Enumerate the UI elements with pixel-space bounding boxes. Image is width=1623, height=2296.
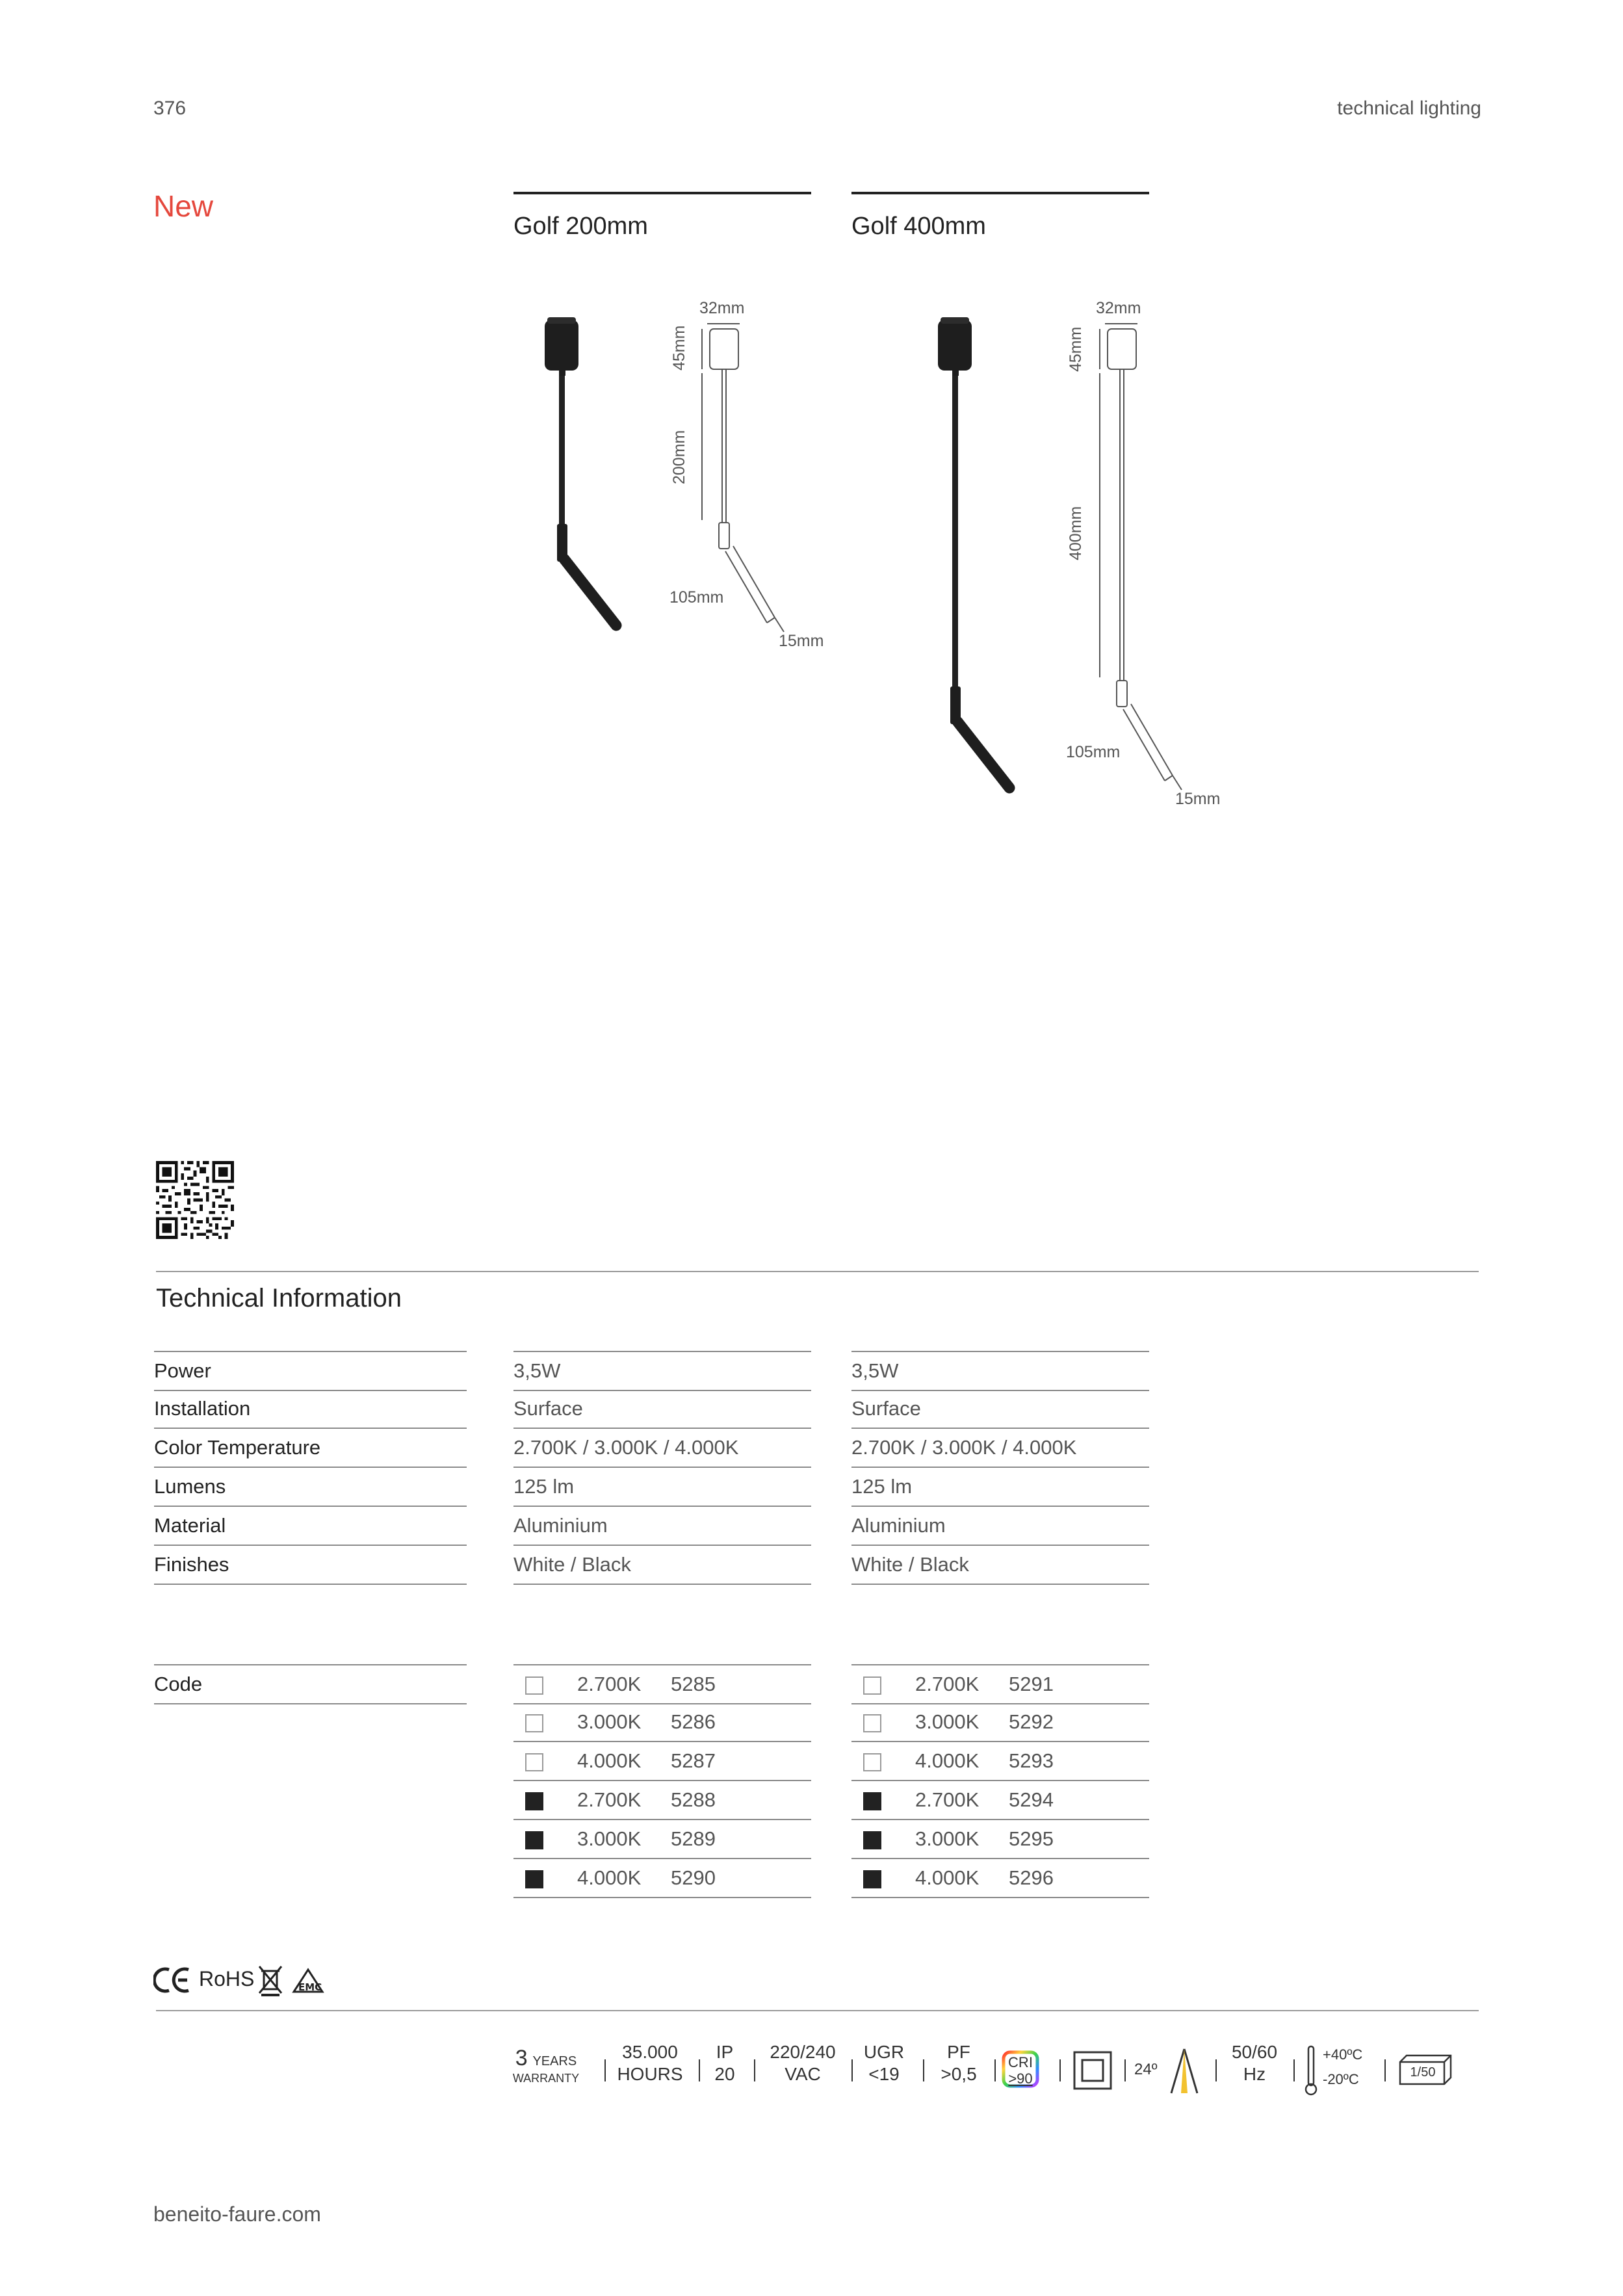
spec-value: 125 lm — [851, 1468, 1149, 1507]
dim-head-height: 45mm — [1067, 326, 1085, 372]
technical-drawing-golf-400 — [1066, 306, 1228, 813]
beam-angle-icon — [1168, 2046, 1201, 2096]
hours-label: HOURS — [617, 2063, 683, 2084]
product-heading-200 — [513, 192, 811, 241]
product-code: 5285 — [671, 1673, 716, 1695]
features-bar — [507, 2041, 1482, 2100]
separator — [699, 2059, 700, 2081]
white-finish-swatch — [525, 1753, 543, 1771]
product-code: 5293 — [1009, 1749, 1054, 1772]
spec-value: Surface — [513, 1390, 811, 1429]
dim-tip: 15mm — [1175, 790, 1221, 808]
dim-head-height: 45mm — [670, 325, 688, 371]
white-finish-swatch — [863, 1714, 881, 1732]
warranty-years-number: 3 — [515, 2046, 528, 2070]
pf-value: >0,5 — [941, 2063, 977, 2084]
code-label: Code — [154, 1664, 467, 1704]
dim-stem-length: 400mm — [1067, 506, 1085, 560]
rohs-mark: RoHS — [199, 1967, 255, 1990]
black-finish-swatch — [863, 1792, 881, 1810]
black-finish-swatch — [525, 1870, 543, 1888]
product-code: 5289 — [671, 1827, 716, 1850]
product-code: 5294 — [1009, 1788, 1054, 1811]
product-code: 5295 — [1009, 1827, 1054, 1850]
color-temperature: 3.000K — [577, 1827, 642, 1850]
color-temperature: 2.700K — [577, 1788, 642, 1811]
code-row — [513, 1664, 811, 1704]
separator — [923, 2059, 924, 2081]
black-finish-swatch — [525, 1792, 543, 1810]
dim-width: 32mm — [1096, 299, 1141, 317]
color-temperature: 3.000K — [915, 1827, 980, 1850]
spec-value: White / Black — [851, 1546, 1149, 1585]
frequency — [1225, 2041, 1284, 2100]
separator — [1293, 2059, 1295, 2081]
pack-quantity: 1/50 — [1410, 2065, 1436, 2080]
white-finish-swatch — [525, 1676, 543, 1695]
separator — [604, 2059, 606, 2081]
spec-label: Power — [154, 1351, 467, 1391]
color-temperature: 3.000K — [577, 1710, 642, 1733]
color-temperature: 2.700K — [915, 1673, 980, 1695]
color-temperature: 3.000K — [915, 1710, 980, 1733]
spec-value: White / Black — [513, 1546, 811, 1585]
color-temperature: 4.000K — [915, 1749, 980, 1772]
code-row — [851, 1742, 1149, 1781]
product-code: 5290 — [671, 1866, 716, 1889]
cri-rating — [991, 2041, 1050, 2100]
code-row — [851, 1820, 1149, 1859]
product-code: 5286 — [671, 1710, 716, 1733]
qr-code[interactable] — [156, 1161, 234, 1239]
product-name: Golf 200mm — [513, 213, 648, 240]
frequency-label: Hz — [1243, 2063, 1266, 2084]
code-row — [851, 1703, 1149, 1742]
beam-angle-value: 24º — [1134, 2061, 1158, 2078]
black-finish-swatch — [863, 1831, 881, 1849]
ip-value: 20 — [714, 2063, 735, 2084]
separator — [754, 2059, 755, 2081]
color-temperature: 4.000K — [577, 1749, 642, 1772]
separator — [1124, 2059, 1126, 2081]
pf-label: PF — [947, 2042, 970, 2062]
spec-value: Aluminium — [851, 1507, 1149, 1546]
ip-rating — [708, 2041, 741, 2100]
separator — [851, 2059, 853, 2081]
product-code: 5288 — [671, 1788, 716, 1811]
warranty-years-unit: YEARS — [532, 2054, 577, 2068]
dim-arm-length: 105mm — [669, 588, 724, 607]
temp-min: -20ºC — [1323, 2071, 1359, 2087]
weee-bin-icon — [257, 1964, 283, 1997]
product-code: 5296 — [1009, 1866, 1054, 1889]
spec-label: Finishes — [154, 1546, 467, 1585]
spec-value: 3,5W — [513, 1351, 811, 1391]
beam-angle — [1134, 2041, 1206, 2100]
page-number: 376 — [153, 98, 187, 119]
emc-mark-icon — [290, 1967, 326, 1996]
ce-mark-icon — [153, 1966, 192, 1994]
thermometer-icon — [1303, 2045, 1319, 2097]
ugr-rating — [861, 2041, 907, 2100]
spec-value: Surface — [851, 1390, 1149, 1429]
certification-marks — [153, 1964, 348, 1997]
technical-information-title: Technical Information — [156, 1284, 402, 1312]
temp-max: +40ºC — [1323, 2046, 1363, 2063]
hours-value: 35.000 — [622, 2042, 678, 2062]
spec-label: Installation — [154, 1390, 467, 1429]
color-temperature: 2.700K — [577, 1673, 642, 1695]
product-code: 5291 — [1009, 1673, 1054, 1695]
divider — [156, 2010, 1479, 2011]
code-row — [851, 1664, 1149, 1704]
product-code: 5287 — [671, 1749, 716, 1772]
operating-temperature — [1303, 2041, 1375, 2100]
spec-value: Aluminium — [513, 1507, 811, 1546]
spec-value: 2.700K / 3.000K / 4.000K — [513, 1429, 811, 1468]
color-temperature: 2.700K — [915, 1788, 980, 1811]
website-link[interactable]: beneito-faure.com — [153, 2202, 321, 2226]
packaging — [1397, 2041, 1456, 2100]
section-title: technical lighting — [1337, 98, 1481, 119]
black-finish-swatch — [525, 1831, 543, 1849]
voltage-value: 220/240 — [770, 2042, 836, 2062]
spec-value: 125 lm — [513, 1468, 811, 1507]
code-row — [513, 1703, 811, 1742]
white-finish-swatch — [863, 1753, 881, 1771]
black-finish-swatch — [863, 1870, 881, 1888]
cri-label: CRI — [1008, 2054, 1033, 2070]
product-code: 5292 — [1009, 1710, 1054, 1733]
spec-label: Lumens — [154, 1468, 467, 1507]
dim-tip: 15mm — [779, 632, 824, 650]
lifetime-hours — [614, 2041, 686, 2100]
code-row — [513, 1781, 811, 1820]
white-finish-swatch — [525, 1714, 543, 1732]
warranty-badge — [507, 2041, 585, 2100]
frequency-value: 50/60 — [1231, 2042, 1278, 2062]
code-row — [513, 1820, 811, 1859]
color-temperature: 4.000K — [915, 1866, 980, 1889]
divider — [156, 1271, 1479, 1272]
power-factor — [933, 2041, 985, 2100]
warranty-label: WARRANTY — [512, 2071, 580, 2085]
product-photo-golf-200 — [533, 306, 637, 644]
ip-label: IP — [716, 2042, 734, 2062]
code-row — [513, 1859, 811, 1898]
svg-text:EMC: EMC — [298, 1981, 322, 1993]
separator — [1384, 2059, 1386, 2081]
code-row — [851, 1781, 1149, 1820]
dim-width: 32mm — [699, 299, 745, 317]
dim-arm-length: 105mm — [1066, 743, 1121, 761]
surface-mounted-icon — [1072, 2050, 1113, 2091]
spec-value: 2.700K / 3.000K / 4.000K — [851, 1429, 1149, 1468]
code-row — [513, 1742, 811, 1781]
product-name: Golf 400mm — [851, 213, 986, 240]
spec-label: Material — [154, 1507, 467, 1546]
ugr-label: UGR — [863, 2042, 905, 2062]
color-temperature: 4.000K — [577, 1866, 642, 1889]
separator — [1215, 2059, 1217, 2081]
product-photo-golf-400 — [926, 306, 1030, 813]
code-row — [851, 1859, 1149, 1898]
voltage — [764, 2041, 842, 2100]
dim-stem-length: 200mm — [670, 430, 688, 484]
spec-label: Color Temperature — [154, 1429, 467, 1468]
voltage-label: VAC — [785, 2063, 821, 2084]
spec-value: 3,5W — [851, 1351, 1149, 1391]
white-finish-swatch — [863, 1676, 881, 1695]
new-badge: New — [153, 189, 214, 223]
separator — [1059, 2059, 1061, 2081]
ugr-value: <19 — [868, 2063, 900, 2084]
product-heading-400 — [851, 192, 1149, 241]
cri-value: >90 — [1008, 2070, 1033, 2087]
